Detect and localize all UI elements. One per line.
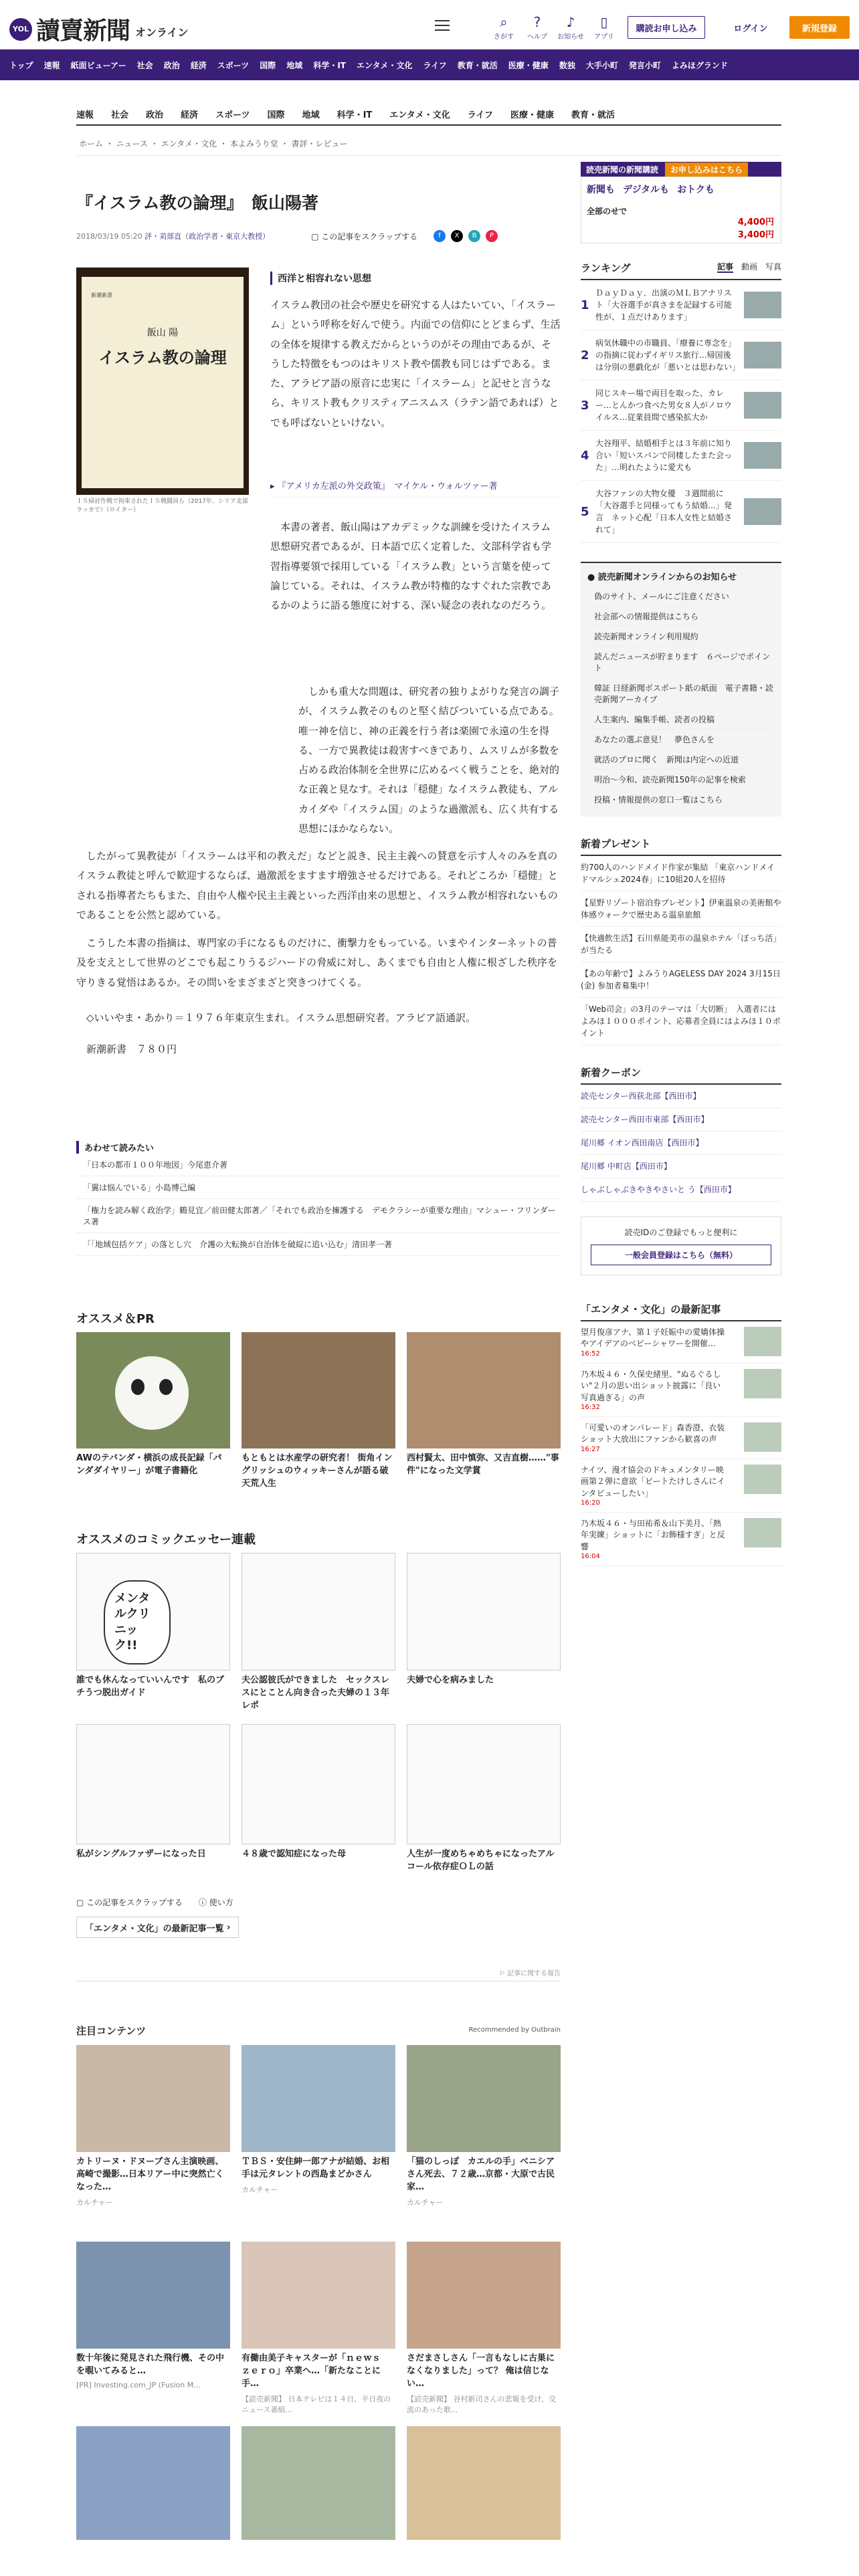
featured-card[interactable] bbox=[242, 2426, 395, 2544]
scrap-label: この記事をスクラップする bbox=[321, 231, 418, 241]
paragraph-5: こうした本書の指摘は、専門家の手になるものだけに、衝撃力をもっている。いまやインターネットの普及を支えとして世界のどこでも起こりうるジハードの脅威に対し、あくまでも自由と人権に根ざした秩序を守りきる覚悟はあるか。その問いをまざまざと突きつけてくる。 bbox=[76, 937, 557, 988]
sidebar bbox=[581, 158, 781, 1566]
latest-text bbox=[581, 1518, 728, 1560]
latest-time: 16:27 bbox=[581, 1445, 600, 1453]
ranking-heading: ランキング bbox=[581, 262, 631, 274]
subnav-item[interactable]: 地域 bbox=[302, 110, 320, 120]
ranking-item[interactable] bbox=[581, 481, 781, 543]
featured-card-image bbox=[76, 2045, 230, 2152]
search-label: さがす bbox=[494, 33, 514, 41]
featured-card-title: 数十年後に発見された飛行機、その中を覗いてみると… bbox=[76, 2353, 225, 2376]
panda-shape bbox=[115, 1356, 189, 1430]
featured-card-image bbox=[76, 2242, 230, 2349]
notice-box bbox=[581, 562, 781, 817]
featured-card-source: [PR] Investing.com_JP (Fusion M... bbox=[76, 2380, 201, 2389]
ranking-number: 4 bbox=[581, 448, 589, 463]
comic-card-image bbox=[242, 1553, 395, 1671]
subnav-item[interactable]: 経済 bbox=[181, 110, 199, 120]
ranking-title: 病気休職中の市職員、「療養に専念を」の指摘に従わずイギリス旅行…帰国後は分別の悪戯化が「悪いとは思わない」 bbox=[595, 338, 741, 372]
nav-item[interactable]: 速報 bbox=[43, 60, 60, 70]
article-heading: 西洋と相容れない思想 bbox=[270, 272, 561, 285]
news-item[interactable]: 【星野リゾート宿泊券プレゼント】伊東温泉の美術館や体感ウォークで歴史ある温泉旅館 bbox=[581, 891, 781, 927]
pocket-icon[interactable]: P bbox=[486, 230, 498, 242]
ranking-number: 3 bbox=[581, 398, 589, 413]
latest-text bbox=[581, 1465, 728, 1507]
subscribe-promo-banner[interactable] bbox=[581, 177, 781, 243]
help-button[interactable] bbox=[520, 13, 554, 41]
footer-actions bbox=[76, 1897, 233, 1908]
ranking-header bbox=[581, 261, 781, 280]
ranking-number: 2 bbox=[581, 348, 589, 362]
report-label: 記事に関する報告 bbox=[507, 1970, 561, 1977]
nav-item[interactable]: 地域 bbox=[286, 60, 303, 70]
related-section bbox=[76, 1141, 561, 1256]
notice-item[interactable]: 読んだニュースが貯まります ６ページでポイント bbox=[587, 647, 775, 678]
bell-icon: ♪ bbox=[566, 14, 575, 30]
book-title: イスラム教の論理 bbox=[98, 348, 227, 367]
ranking-thumbnail bbox=[744, 442, 781, 469]
comic-card-title: 私がシングルファザーになった日 bbox=[76, 1849, 206, 1859]
latest-title: 望月俊彦アナ、第１子妊娠中の愛嬌体操やアイデアのベビーシャワーを開催… bbox=[581, 1327, 725, 1349]
notice-item[interactable]: あなたの選ぶ意見！ 夢色さんを bbox=[587, 730, 775, 750]
latest-list bbox=[581, 1321, 781, 1566]
featured-card[interactable] bbox=[242, 2045, 395, 2208]
featured-card-source: 【読売新聞】 日本テレビは１４日、平日夜のニュース番組... bbox=[242, 2394, 391, 2414]
ranking-item[interactable] bbox=[581, 381, 781, 431]
book-author: 飯山 陽 bbox=[147, 328, 179, 338]
scrap-link[interactable]: ▢ この記事をスクラップする bbox=[311, 231, 418, 241]
notice-heading: ● 読売新聞オンラインからのお知らせ bbox=[587, 572, 737, 582]
price-2: 3,400円 bbox=[737, 230, 774, 240]
hatena-icon[interactable]: B bbox=[468, 230, 480, 242]
featured-card-source: 【読売新聞】 谷村新司さんの悲報を受け、交流のあった歌... bbox=[407, 2394, 557, 2414]
comic-heading: オススメのコミックエッセー連載 bbox=[76, 1533, 256, 1547]
featured-card-image bbox=[407, 2045, 561, 2152]
subnav-item[interactable]: 医療・健康 bbox=[510, 110, 555, 120]
coupon-item[interactable]: 読売センター西田市東部【西田市】 bbox=[581, 1108, 781, 1132]
nav-item[interactable]: スポーツ bbox=[217, 60, 250, 70]
featured-card-title: 「猫のしっぽ カエルの手」ベニシアさん死去、７２歳…京都・大原で古民家… bbox=[407, 2157, 555, 2192]
latest-item[interactable] bbox=[581, 1513, 781, 1566]
featured-card-title: 有働由美子キャスターが「ｎｅｗｓ ｚｅｒｏ」卒業へ…「新たなことに手… bbox=[242, 2353, 390, 2389]
latest-item[interactable] bbox=[581, 1364, 781, 1417]
subnav-item[interactable]: ライフ bbox=[467, 110, 494, 120]
nav-item[interactable]: 経済 bbox=[190, 60, 207, 70]
comic-speech-bubble: メンタルクリニック!! bbox=[104, 1580, 171, 1665]
latest-heading: 「エンタメ・文化」の最新記事 bbox=[581, 1302, 781, 1321]
howto-link[interactable]: ⓘ 使い方 bbox=[198, 1898, 233, 1907]
coupon-item[interactable]: しゃぶしゃぶきやきやさいと う【西田市】 bbox=[581, 1178, 781, 1202]
latest-list-button[interactable]: 「エンタメ・文化」の最新記事一覧 › bbox=[76, 1917, 239, 1938]
facebook-icon[interactable]: f bbox=[434, 230, 446, 242]
ranking-number: 5 bbox=[581, 504, 589, 519]
comic-card-image bbox=[76, 1724, 230, 1844]
promo-word: 新聞も bbox=[587, 185, 615, 195]
notification-button[interactable] bbox=[554, 13, 587, 41]
howto-label: 使い方 bbox=[209, 1898, 233, 1907]
pr-card-title: AWのテバンダ・横浜の成長記録「パンダダイヤリー」が電子書籍化 bbox=[76, 1453, 222, 1476]
notice-item[interactable]: 韓証 日経新聞ボスポート紙の紙面 電子書籍・読売新聞アーカイブ bbox=[587, 678, 775, 710]
ranking-tab[interactable]: 動画 bbox=[741, 262, 757, 272]
scrap-footer-link[interactable]: ▢ この記事をスクラップする bbox=[76, 1898, 183, 1907]
featured-row-3 bbox=[76, 2426, 561, 2544]
subnav-item[interactable]: 教育・就活 bbox=[571, 110, 615, 120]
ranking-thumbnail bbox=[744, 498, 781, 525]
price-display bbox=[738, 215, 774, 240]
comic-card[interactable] bbox=[407, 1553, 561, 1713]
report-link[interactable]: ⚐ 記事に関する報告 bbox=[498, 1970, 561, 1977]
article-date: 2018/03/19 05:20 bbox=[76, 231, 142, 241]
book-price: 新潮新書 ７８０円 bbox=[86, 1043, 177, 1055]
latest-thumbnail bbox=[744, 1465, 781, 1494]
latest-text bbox=[581, 1369, 728, 1411]
scrap-footer-label: この記事をスクラップする bbox=[86, 1898, 183, 1907]
comic-card-title: 誰でも休んなっていいんです 私のブチうつ脱出ガイド bbox=[76, 1675, 225, 1698]
related-item[interactable]: 「権力を読み解く政治学」鶴見宜／前田健太郎著／「それでも政治を擁護する デモクラシーが重要な理由」マシュー・フリンダース著 bbox=[76, 1199, 561, 1233]
ranking-title: 大谷翔平、結婚相手とは３年前に知り合い「短いスパンで同棲したまた会った」…明れたように愛犬も bbox=[595, 439, 733, 472]
article-category[interactable]: 評・苅部直（政治学者・東京大教授） bbox=[145, 232, 270, 241]
nav-item[interactable]: 社会 bbox=[136, 60, 153, 70]
x-icon[interactable]: X bbox=[451, 230, 463, 242]
book-publisher: 新潮新書 bbox=[91, 292, 112, 298]
comic-row-1 bbox=[76, 1553, 561, 1713]
nav-item[interactable]: 大手小町 bbox=[585, 60, 618, 70]
comic-card[interactable] bbox=[76, 1553, 230, 1713]
ranking-list bbox=[581, 280, 781, 543]
logo-text: 讀賣新聞 bbox=[36, 17, 130, 45]
coupon-item[interactable]: 読売センター西荻北部【西田市】 bbox=[581, 1085, 781, 1108]
latest-time: 16:52 bbox=[581, 1350, 600, 1358]
pr-card-image bbox=[76, 1332, 230, 1448]
phone-icon: ▯ bbox=[600, 14, 608, 30]
search-icon: ⌕ bbox=[500, 14, 508, 30]
comic-card-title: ４８歳で認知症になった母 bbox=[242, 1849, 347, 1859]
latest-text bbox=[581, 1327, 728, 1358]
comic-card-title: 人生が一度めちゃめちゃになったアルコール依存症ＯＬの話 bbox=[407, 1849, 555, 1872]
nav-item[interactable]: 政治 bbox=[163, 60, 180, 70]
latest-thumbnail bbox=[744, 1518, 781, 1547]
comic-row-2 bbox=[76, 1724, 561, 1874]
pr-card[interactable] bbox=[76, 1332, 230, 1491]
nav-item[interactable]: トップ bbox=[9, 60, 33, 70]
login-button[interactable]: ログイン bbox=[733, 23, 768, 34]
latest-thumbnail bbox=[744, 1422, 781, 1452]
latest-thumbnail bbox=[744, 1369, 781, 1398]
subnav-item[interactable]: 政治 bbox=[146, 110, 164, 120]
nav-item[interactable]: よみほグランド bbox=[671, 60, 728, 70]
related-link[interactable]: ▸ 『アメリカ左派の外交政策』 マイケル・ウォルツァー著 bbox=[270, 479, 561, 498]
logo-badge: YOL bbox=[9, 18, 32, 41]
ranking-thumbnail bbox=[744, 342, 781, 368]
pr-cards bbox=[76, 1332, 561, 1491]
ranking-item[interactable] bbox=[581, 280, 781, 330]
comic-card[interactable] bbox=[407, 1724, 561, 1874]
subscribe-promo-header bbox=[581, 162, 781, 177]
comic-card-image bbox=[242, 1724, 395, 1844]
ranking-tab[interactable]: 記事 bbox=[717, 262, 733, 272]
paragraph-1: イスラム教団の社会や歴史を研究する人はたいてい、「イスラーム」という呼称を好んで使う。内面での信仰にとどまらず、生活の全体を規律する教えだからというのがその理由であるが、そうした特徴をもつのはキリスト教や儒教も同じはずである。また、アラビア語の原音に忠実に「イスラーム」と記せと言うなら、キリスト教もクリスティアニスムス（ラテン語であれば）とでも呼ばないといけない。 bbox=[270, 299, 561, 429]
featured-card[interactable] bbox=[407, 2045, 561, 2208]
pr-card[interactable] bbox=[407, 1332, 561, 1491]
featured-card-image bbox=[242, 2045, 395, 2152]
nav-item[interactable]: 発言小町 bbox=[628, 60, 661, 70]
featured-card-title: カトリーヌ・ドヌーブさん主演映画、高崎で撮影…日本リアー中に突然亡くなった… bbox=[76, 2157, 224, 2192]
featured-card-source: カルチャー bbox=[407, 2197, 444, 2207]
logo-subtitle: オンライン bbox=[135, 26, 189, 39]
menu-icon[interactable] bbox=[435, 20, 450, 31]
register-box bbox=[581, 1216, 781, 1275]
subnav-item[interactable]: 国際 bbox=[267, 110, 285, 120]
main-column bbox=[76, 158, 561, 2414]
outbrain-label[interactable]: Recommended by Outbrain bbox=[468, 2026, 561, 2034]
ranking-number: 1 bbox=[581, 298, 589, 312]
app-label: アプリ bbox=[594, 33, 614, 41]
notice-item[interactable]: 就活のプロに聞く 新聞は内定への近道 bbox=[587, 750, 775, 770]
featured-card-source: カルチャー bbox=[76, 2197, 113, 2207]
featured-card[interactable] bbox=[76, 2426, 230, 2544]
latest-list-label: 「エンタメ・文化」の最新記事一覧 bbox=[85, 1923, 224, 1934]
featured-card-image bbox=[242, 2426, 395, 2540]
ranking-title: ＤａｙＤａｙ．出演のＭＬＢアナリスト「大谷選手が真さまを記録する可能性が、１点だけあります」 bbox=[595, 288, 733, 322]
notice-item[interactable]: 人生案内、編集手帳、読者の投稿 bbox=[587, 710, 775, 730]
latest-thumbnail bbox=[744, 1327, 781, 1356]
subnav-item[interactable]: 科学・IT bbox=[337, 110, 373, 120]
news-item[interactable]: 約700人のハンドメイド作家が集結 「東京ハンドメイドマルシェ2024春」に10組20人を招待 bbox=[581, 856, 781, 891]
nav-item[interactable]: ライフ bbox=[423, 60, 447, 70]
paragraph-2: 本書の著者、飯山陽はアカデミックな訓練を受けたイスラム思想研究者であるが、日本語で広く定着した、文部科学省も学習指導要領で採用している「イスラム教」という言葉を使って論じている。それは、イスラム教が特権的なすぐれた宗教であるかのように語る態度に対する、深い疑念の表れなのだろう。 bbox=[270, 521, 552, 611]
news-item[interactable]: 「Web司会」の3月のテーマは「大切断」 入選者にはよみほ１０００ポイント、応募者全員にはよみほ１０ポイント bbox=[581, 998, 781, 1045]
panda-eye-left bbox=[131, 1379, 145, 1395]
comic-card-title: 夫公認彼氏ができました セックスレスにとことん向き合った夫婦の１３年レポ bbox=[242, 1675, 390, 1711]
featured-heading: 注目コンテンツ bbox=[76, 2025, 147, 2037]
featured-card[interactable] bbox=[407, 2426, 561, 2544]
nav-item[interactable]: 科学・IT bbox=[313, 60, 346, 70]
pr-card-image bbox=[242, 1332, 395, 1448]
comic-card-image bbox=[76, 1553, 230, 1671]
site-header bbox=[0, 0, 859, 49]
nav-item[interactable]: 紙面ビューアー bbox=[70, 60, 126, 70]
register-text: 読売IDのご登録でもっと便利に bbox=[624, 1228, 738, 1237]
help-icon: ? bbox=[533, 14, 541, 30]
secondary-nav bbox=[76, 103, 781, 126]
latest-item[interactable] bbox=[581, 1321, 781, 1364]
related-heading: あわせて読みたい bbox=[76, 1141, 561, 1154]
price-1: 4,400円 bbox=[737, 217, 774, 227]
panda-eye-right bbox=[159, 1379, 173, 1395]
featured-card[interactable] bbox=[76, 2242, 230, 2415]
coupon-list bbox=[581, 1085, 781, 1202]
featured-row-2 bbox=[76, 2242, 561, 2415]
featured-card-image bbox=[407, 2426, 561, 2540]
ranking-thumbnail bbox=[744, 392, 781, 419]
related-item[interactable]: 「「地域包括ケア」の落とし穴 介護の大転換が自治体を破綻に追い込む」清田孝一著 bbox=[76, 1233, 561, 1256]
divider bbox=[76, 155, 781, 156]
image-caption: ＩＳ掃討作戦で拘束されたＩＳ戦闘員ら（2017年、シリア北部ラッカで）（ロイター） bbox=[76, 498, 248, 514]
news-item[interactable]: 【快適飲生活】石川県能美市の温泉ホテル「ぼっち活」が当たる bbox=[581, 927, 781, 962]
nav-item[interactable]: エンタメ・文化 bbox=[356, 60, 413, 70]
promo-word: デジタルも bbox=[623, 185, 670, 195]
help-label: ヘルプ bbox=[527, 33, 547, 41]
app-button[interactable] bbox=[587, 13, 621, 41]
news-list bbox=[581, 856, 781, 1045]
pr-card-title: 西村賢太、田中慎弥、又吉直樹……"事件"になった文学賞 bbox=[407, 1453, 559, 1476]
header-icons bbox=[487, 13, 621, 41]
nav-item[interactable]: 教育・就活 bbox=[457, 60, 498, 70]
coupon-item[interactable]: 尾川郷 中町店【西田市】 bbox=[581, 1155, 781, 1178]
nav-item[interactable]: 国際 bbox=[260, 60, 276, 70]
news-item[interactable]: 【あの年齢で】よみうりAGELESS DAY 2024 3月15日(金) 参加者募集中！ bbox=[581, 962, 781, 998]
featured-row-1 bbox=[76, 2045, 561, 2208]
featured-card-title: ＴＢＳ・安住紳一郎アナが結婚、お相手は元タレントの西島まどかさん bbox=[242, 2157, 390, 2179]
news-heading: 新着プレゼント bbox=[581, 837, 781, 856]
book-cover-image bbox=[76, 267, 249, 495]
pr-card-image bbox=[407, 1332, 561, 1448]
featured-card-image bbox=[76, 2426, 230, 2540]
latest-item[interactable] bbox=[581, 1459, 781, 1513]
site-logo[interactable] bbox=[9, 12, 189, 46]
all-set-label: 全部のせで bbox=[587, 207, 628, 216]
subnav-item[interactable]: スポーツ bbox=[215, 110, 250, 120]
pr-card[interactable] bbox=[242, 1332, 395, 1491]
featured-card-image bbox=[407, 2242, 561, 2349]
promo-word: おトクも bbox=[677, 185, 714, 195]
latest-item[interactable] bbox=[581, 1417, 781, 1459]
ranking-tab[interactable]: 写真 bbox=[765, 262, 781, 272]
coupon-heading: 新着クーポン bbox=[581, 1065, 781, 1085]
pr-heading: オススメ＆PR bbox=[76, 1312, 155, 1326]
comic-card-title: 夫婦で心を病みました bbox=[407, 1675, 494, 1685]
comic-card[interactable] bbox=[242, 1553, 395, 1713]
paragraph-4: したがって異教徒が「イスラームは平和の教えだ」などと説き、民主主義への賛意を示す人々のみを真のイスラム教徒と呼んで歓迎するならば、過激派をますます増強させるだけである。それどころか「穏健」とされる指導者たちもまた、自由や人権や民主主義といった西洋由来の思想と、イスラム教が相容れないものであることを公然と認めている。 bbox=[76, 850, 558, 921]
latest-title: 「可愛いのオンパレード」森香澄、衣装ショット大放出にファンから歓喜の声 bbox=[581, 1422, 725, 1444]
comic-card-image bbox=[407, 1553, 561, 1671]
ranking-item[interactable] bbox=[581, 330, 781, 381]
notification-label: お知らせ bbox=[557, 33, 584, 41]
notice-item[interactable]: 明治～今和、読売新聞150年の記事を検索 bbox=[587, 770, 775, 790]
latest-title: 乃木坂４６・与田祐希＆山下美月、「熱年実練」ショットに「お飾様すぎ」と反響 bbox=[581, 1518, 725, 1551]
latest-time: 16:04 bbox=[581, 1553, 600, 1561]
paragraph-3: しかも重大な問題は、研究者の独りよがりな発言の調子が、イスラム教そのものと堅く結びついている点である。唯一神を信じ、神の正義を行う者は楽園で永遠の生を得る、一方で異教徒は殺害すべきであり、ムスリムが多数を占める政治体制を全世界に広めるべく戦うことを、絶対的な正義と見なす。それは「穏健」なイスラム教徒も、アルカイダや「イスラム国」のような過激派も、広く共有する思想にほかならない。 bbox=[298, 685, 560, 835]
subscribe-button[interactable]: 購読お申し込み bbox=[628, 16, 705, 39]
subscribe-promo-button[interactable]: お申し込みはこちら bbox=[665, 163, 748, 177]
primary-nav bbox=[0, 49, 859, 80]
comic-card-image bbox=[407, 1724, 561, 1844]
comic-card[interactable] bbox=[76, 1724, 230, 1874]
featured-card[interactable] bbox=[242, 2242, 395, 2415]
latest-time: 16:20 bbox=[581, 1499, 600, 1507]
ranking-thumbnail bbox=[744, 292, 781, 318]
latest-title: ナイツ、漫才協会のドキュメンタリー映画第２弾に意欲「ビートたけしさんにインタビューしたい」 bbox=[581, 1465, 725, 1498]
subnav-item[interactable]: 社会 bbox=[111, 110, 129, 120]
subscribe-promo-title: 読売新聞の新聞購読 bbox=[586, 165, 659, 175]
notice-item[interactable]: 投稿・情報提供の窓口一覧はこちら bbox=[587, 790, 775, 810]
article-body-area bbox=[76, 158, 561, 1055]
search-button[interactable] bbox=[487, 13, 520, 41]
notice-item[interactable]: 読売新聞オンライン利用規約 bbox=[587, 627, 775, 647]
notice-heading-text: 読売新聞オンラインからのお知らせ bbox=[597, 572, 737, 582]
ranking-title: 大谷ファンの大物女優 ３週間前に「大谷選手と同様ってもう結婚…」発言 ネット心配「日本人女性と結婚されて」 bbox=[595, 489, 733, 534]
subnav-item[interactable]: エンタメ・文化 bbox=[389, 110, 450, 120]
featured-card[interactable] bbox=[407, 2242, 561, 2415]
latest-time: 16:32 bbox=[581, 1403, 600, 1411]
register-button[interactable]: 新規登録 bbox=[789, 16, 850, 39]
featured-card-title: さだまさしさん「一言もなしに古巣になくなりました」って？ 俺は信じない… bbox=[407, 2353, 555, 2389]
comic-card[interactable] bbox=[242, 1724, 395, 1874]
latest-title: 乃木坂４６・久保史緒里、"ぬるぐるしい"２月の思い出ショット披露に「良い写真過ぎる」の声 bbox=[581, 1369, 721, 1402]
related-item[interactable]: 「翼は悩んでいる」小島博己編 bbox=[76, 1176, 561, 1199]
featured-card-source: カルチャー bbox=[242, 2185, 278, 2194]
pr-card-title: もともとは水産学の研究者！ 街角イングリッシュのウィッキーさんが語る破天荒人生 bbox=[242, 1453, 393, 1489]
notice-item[interactable]: 偽のサイト、メールにご注意ください bbox=[587, 586, 775, 607]
related-link-text: 『アメリカ左派の外交政策』 マイケル・ウォルツァー著 bbox=[277, 481, 498, 492]
breadcrumb[interactable]: ホーム ・ ニュース ・ エンタメ・文化 ・ 本よみうり堂 ・ 書評・レビュー bbox=[79, 139, 348, 148]
register-free-button[interactable]: 一般会員登録はこちら（無料） bbox=[591, 1245, 771, 1265]
notice-item[interactable]: 社会部への情報提供はこちら bbox=[587, 607, 775, 627]
featured-card[interactable] bbox=[76, 2045, 230, 2208]
coupon-item[interactable]: 尾川郷 イオン西田南店【西田市】 bbox=[581, 1132, 781, 1155]
related-item[interactable]: 「日本の都市１００年地図」今尾恵介著 bbox=[76, 1154, 561, 1176]
nav-item[interactable]: 数独 bbox=[559, 60, 575, 70]
latest-text bbox=[581, 1422, 728, 1453]
article-title: 『イスラム教の論理』 飯山陽著 bbox=[76, 193, 319, 213]
nav-item[interactable]: 医療・健康 bbox=[508, 60, 549, 70]
ranking-item[interactable] bbox=[581, 431, 781, 481]
featured-card-image bbox=[242, 2242, 395, 2349]
subnav-item[interactable]: 速報 bbox=[76, 110, 94, 120]
ranking-title: 同じスキー場で両目を取った、カレー…とんかつ食べた男女８人がノロウイルス…従業員間で感染拡大か bbox=[595, 389, 733, 422]
author-bio: ◇いいやま・あかり＝１９７６年東京生まれ。イスラム思想研究者。アラビア語通訳。 bbox=[86, 1012, 476, 1024]
